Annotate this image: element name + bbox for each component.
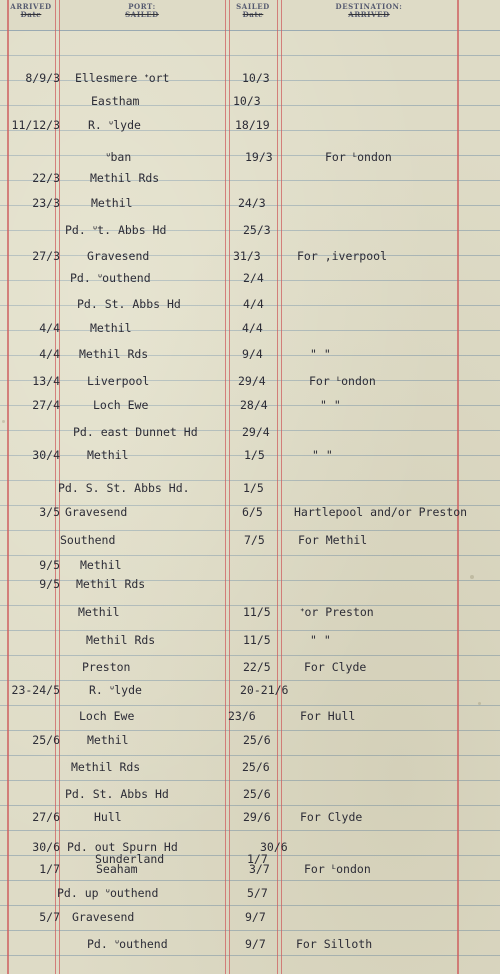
row-36-destination: For Silloth bbox=[296, 937, 373, 951]
row-31-sailed: 30/6 bbox=[260, 840, 288, 854]
row-15-port: Pd. east Dunnet Hd bbox=[73, 425, 198, 439]
row-35-sailed: 9/7 bbox=[245, 910, 266, 924]
row-20-port: Methil bbox=[80, 558, 122, 572]
row-22-port: Methil bbox=[78, 605, 120, 619]
ink-spot bbox=[470, 575, 474, 579]
row-25-port: R. ᐡlyde bbox=[89, 683, 142, 697]
row-15-sailed: 29/4 bbox=[242, 425, 270, 439]
row-3-port: R. ᐡlyde bbox=[88, 118, 141, 132]
row-14-destination: " " bbox=[320, 398, 341, 412]
header-destination-label: DESTINATION: bbox=[335, 2, 403, 11]
row-30-port: Hull bbox=[94, 810, 122, 824]
row-12-port: Methil Rds bbox=[79, 347, 149, 361]
row-31-port: Pd. out Spurn Hd bbox=[67, 840, 178, 854]
row-4-port: ᐡban bbox=[106, 150, 132, 164]
row-27-port: Methil bbox=[87, 733, 129, 747]
header-arrived-label: ARRIVED bbox=[10, 2, 52, 11]
row-30-arrived: 27/6 bbox=[32, 810, 60, 824]
header-destination-struck: ARRIVED bbox=[348, 10, 390, 19]
row-27-arrived: 25/6 bbox=[32, 733, 60, 747]
row-33-destination: For ᒻondon bbox=[304, 862, 371, 876]
row-20-arrived: 9/5 bbox=[39, 558, 60, 572]
row-23-sailed: 11/5 bbox=[243, 633, 271, 647]
header-port bbox=[60, 3, 224, 19]
column-rule-sailed-a bbox=[277, 0, 278, 974]
header-arrived-struck: Date bbox=[20, 10, 42, 19]
row-3-arrived: 11/12/3 bbox=[11, 118, 60, 132]
header-destination bbox=[282, 3, 456, 19]
row-30-sailed: 29/6 bbox=[243, 810, 271, 824]
row-25-sailed: 20-21/6 bbox=[240, 683, 289, 697]
row-7-port: Pd. ᐡt. Abbs Hd bbox=[65, 223, 167, 237]
row-17-sailed: 1/5 bbox=[243, 481, 264, 495]
row-32-port: Sunderland bbox=[95, 852, 165, 866]
header-sailed-struck: Date bbox=[242, 10, 264, 19]
row-24-sailed: 22/5 bbox=[243, 660, 271, 674]
row-8-destination: For ,iverpool bbox=[297, 249, 388, 263]
ink-spot bbox=[2, 420, 5, 423]
row-13-arrived: 13/4 bbox=[32, 374, 60, 388]
row-10-sailed: 4/4 bbox=[243, 297, 264, 311]
row-36-port: Pd. ᐡouthend bbox=[87, 937, 168, 951]
row-28-port: Methil Rds bbox=[71, 760, 141, 774]
row-13-destination: For ᒻondon bbox=[309, 374, 376, 388]
row-9-sailed: 2/4 bbox=[243, 271, 264, 285]
row-12-arrived: 4/4 bbox=[39, 347, 60, 361]
row-24-destination: For Clyde bbox=[304, 660, 367, 674]
row-5-arrived: 22/3 bbox=[32, 171, 60, 185]
row-6-sailed: 24/3 bbox=[238, 196, 266, 210]
row-8-sailed: 31/3 bbox=[233, 249, 261, 263]
row-33-arrived: 1/7 bbox=[39, 862, 60, 876]
row-24-port: Preston bbox=[82, 660, 131, 674]
row-32-sailed: 1/7 bbox=[247, 852, 268, 866]
row-2-sailed: 10/3 bbox=[233, 94, 261, 108]
row-26-port: Loch Ewe bbox=[79, 709, 135, 723]
row-1-arrived: 8/9/3 bbox=[25, 71, 60, 85]
row-18-port: Gravesend bbox=[65, 505, 128, 519]
row-36-sailed: 9/7 bbox=[245, 937, 266, 951]
header-port-struck: SAILED bbox=[125, 10, 159, 19]
row-5-port: Methil Rds bbox=[90, 171, 160, 185]
header-arrived bbox=[8, 3, 54, 19]
row-7-sailed: 25/3 bbox=[243, 223, 271, 237]
row-2-port: Eastham bbox=[91, 94, 140, 108]
row-14-port: Loch Ewe bbox=[93, 398, 149, 412]
row-13-sailed: 29/4 bbox=[238, 374, 266, 388]
row-1-sailed: 10/3 bbox=[242, 71, 270, 85]
row-30-destination: For Clyde bbox=[300, 810, 363, 824]
row-16-arrived: 30/4 bbox=[32, 448, 60, 462]
row-31-arrived: 30/6 bbox=[32, 840, 60, 854]
row-35-port: Gravesend bbox=[72, 910, 135, 924]
ink-spot bbox=[478, 702, 481, 705]
row-19-sailed: 7/5 bbox=[244, 533, 265, 547]
row-12-sailed: 9/4 bbox=[242, 347, 263, 361]
row-14-arrived: 27/4 bbox=[32, 398, 60, 412]
row-19-destination: For Methil bbox=[298, 533, 368, 547]
column-rule-port-a bbox=[225, 0, 226, 974]
header-port-label: PORT: bbox=[128, 2, 156, 11]
row-28-sailed: 25/6 bbox=[242, 760, 270, 774]
row-21-arrived: 9/5 bbox=[39, 577, 60, 591]
row-11-port: Methil bbox=[90, 321, 132, 335]
column-rule-sailed-b bbox=[281, 0, 282, 974]
row-34-port: Pd. up ᐡouthend bbox=[57, 886, 159, 900]
row-18-destination: Hartlepool and/or Preston bbox=[294, 505, 468, 519]
row-22-destination: ᐩor Preston bbox=[300, 605, 374, 619]
row-26-sailed: 23/6 bbox=[228, 709, 256, 723]
row-33-port: Seaham bbox=[96, 862, 138, 876]
row-11-arrived: 4/4 bbox=[39, 321, 60, 335]
row-23-destination: " " bbox=[310, 633, 331, 647]
margin-rule-left bbox=[7, 0, 9, 974]
row-4-destination: For ᒻondon bbox=[325, 150, 392, 164]
row-18-sailed: 6/5 bbox=[242, 505, 263, 519]
row-22-sailed: 11/5 bbox=[243, 605, 271, 619]
row-10-port: Pd. St. Abbs Hd bbox=[77, 297, 181, 311]
row-6-arrived: 23/3 bbox=[32, 196, 60, 210]
row-19-port: Southend bbox=[60, 533, 116, 547]
header-sailed-label: SAILED bbox=[236, 2, 270, 11]
column-rule-port-b bbox=[229, 0, 230, 974]
row-23-port: Methil Rds bbox=[86, 633, 156, 647]
row-13-port: Liverpool bbox=[87, 374, 150, 388]
column-rule-destination bbox=[457, 0, 459, 974]
row-14-sailed: 28/4 bbox=[240, 398, 268, 412]
row-18-arrived: 3/5 bbox=[39, 505, 60, 519]
row-1-port: Ellesmere ᐩort bbox=[75, 71, 170, 85]
row-4-sailed: 19/3 bbox=[245, 150, 273, 164]
row-9-port: Pd. ᐡouthend bbox=[70, 271, 151, 285]
row-6-port: Methil bbox=[91, 196, 133, 210]
row-16-port: Methil bbox=[87, 448, 129, 462]
row-35-arrived: 5/7 bbox=[39, 910, 60, 924]
header-sailed bbox=[230, 3, 276, 19]
row-26-destination: For Hull bbox=[300, 709, 356, 723]
row-29-sailed: 25/6 bbox=[243, 787, 271, 801]
column-rule-arrived-a bbox=[55, 0, 56, 974]
row-17-port: Pd. S. St. Abbs Hd. bbox=[58, 481, 190, 495]
row-21-port: Methil Rds bbox=[76, 577, 146, 591]
row-29-port: Pd. St. Abbs Hd bbox=[65, 787, 169, 801]
row-12-destination: " " bbox=[310, 347, 331, 361]
row-16-destination: " " bbox=[312, 448, 333, 462]
row-8-port: Gravesend bbox=[87, 249, 150, 263]
row-25-arrived: 23-24/5 bbox=[11, 683, 60, 697]
row-3-sailed: 18/19 bbox=[235, 118, 270, 132]
row-16-sailed: 1/5 bbox=[244, 448, 265, 462]
row-27-sailed: 25/6 bbox=[243, 733, 271, 747]
row-11-sailed: 4/4 bbox=[242, 321, 263, 335]
row-8-arrived: 27/3 bbox=[32, 249, 60, 263]
row-33-sailed: 3/7 bbox=[249, 862, 270, 876]
row-34-sailed: 5/7 bbox=[247, 886, 268, 900]
